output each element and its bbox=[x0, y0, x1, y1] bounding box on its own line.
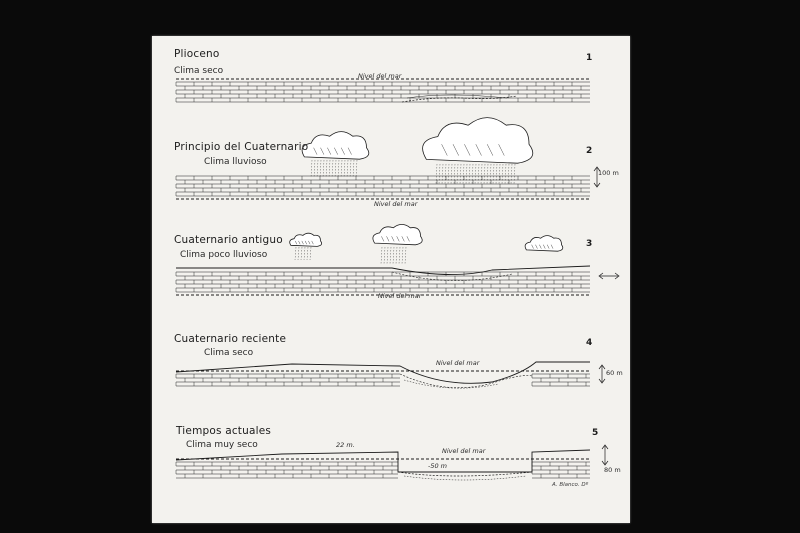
panel-2-title: Principio del Cuaternario bbox=[174, 141, 309, 153]
panel-2-rain-small bbox=[320, 160, 321, 178]
panel-3-rain-2 bbox=[387, 247, 388, 264]
panel-2-rain-small bbox=[344, 160, 345, 178]
panel-2-rain-small bbox=[317, 160, 318, 178]
panel-4-sea-level-label: Nivel del mar bbox=[436, 359, 480, 367]
panel-2-rain-small bbox=[335, 160, 336, 178]
panel-3-rain-1 bbox=[307, 247, 308, 260]
panel-5-depth-below-label: -50 m bbox=[428, 462, 448, 470]
panel-1-sea-level-label: Nivel del mar bbox=[358, 72, 402, 80]
panel-2-rain-large bbox=[469, 164, 470, 184]
panel-2-climate: Clima lluvioso bbox=[204, 157, 267, 167]
diagram-plate bbox=[152, 36, 630, 523]
panel-3-rain-2 bbox=[381, 247, 382, 264]
panel-5-depth-above-label: 22 m. bbox=[336, 441, 355, 449]
panel-1-deposit bbox=[402, 96, 517, 102]
panel-2-rain-small bbox=[356, 160, 357, 178]
panel-2-rain-small bbox=[323, 160, 324, 178]
panel-1-number: 1 bbox=[586, 53, 593, 63]
panel-4-title: Cuaternario reciente bbox=[174, 333, 287, 345]
panel-3-climate: Clima poco lluvioso bbox=[180, 250, 268, 260]
panel-3-rain-2 bbox=[396, 247, 397, 264]
panel-2-rain-small bbox=[347, 160, 348, 178]
panel-3-title: Cuaternario antiguo bbox=[174, 234, 283, 246]
panel-2-rain-large bbox=[457, 164, 458, 184]
panel-3-sea-level-label: Nivel del mar bbox=[378, 292, 422, 300]
panel-4-scale-label: 60 m bbox=[606, 369, 623, 377]
panel-5-sea-level-label: Nivel del mar bbox=[442, 447, 486, 455]
panel-2-rain-small bbox=[353, 160, 354, 178]
panel-2-rain-small bbox=[311, 160, 312, 178]
panel-2-rain-large bbox=[499, 164, 500, 184]
panel-3-cloud-1 bbox=[290, 233, 322, 246]
panel-5-climate: Clima muy seco bbox=[186, 440, 258, 450]
panel-2-rain-large bbox=[487, 164, 488, 184]
panel-1-climate: Clima seco bbox=[174, 66, 224, 76]
panel-3-rain-2 bbox=[390, 247, 391, 264]
panel-2-rain-small bbox=[332, 160, 333, 178]
panel-2-rain-large bbox=[460, 164, 461, 184]
panel-2-rain-small bbox=[329, 160, 330, 178]
panel-1-deposit-2 bbox=[407, 95, 507, 98]
panel-2-rain-small bbox=[314, 160, 315, 178]
panel-2-scale-label: 100 m bbox=[598, 169, 619, 177]
panel-2-rain-small bbox=[350, 160, 351, 178]
panel-5-number: 5 bbox=[592, 428, 599, 438]
panel-5-basin-floor-2 bbox=[404, 476, 526, 480]
panel-2-rain-large bbox=[463, 164, 464, 184]
panel-2-rain-large bbox=[439, 164, 440, 184]
panel-2-sea-level-label: Nivel del mar bbox=[374, 200, 418, 208]
panel-3-number: 3 bbox=[586, 239, 593, 249]
panel-2-rain-large bbox=[478, 164, 479, 184]
panel-2-rain-large bbox=[466, 164, 467, 184]
panel-3-rain-2 bbox=[384, 247, 385, 264]
panel-3-rain-2 bbox=[402, 247, 403, 264]
panel-2-rain-large bbox=[484, 164, 485, 184]
panel-4-climate: Clima seco bbox=[204, 348, 254, 358]
panel-5-title: Tiempos actuales bbox=[176, 425, 272, 437]
panel-2-rain-small bbox=[338, 160, 339, 178]
panel-2-rain-small bbox=[326, 160, 327, 178]
panel-3-rain-2 bbox=[405, 247, 406, 264]
panel-2-rain-large bbox=[445, 164, 446, 184]
panel-2-rain-large bbox=[502, 164, 503, 184]
panel-2-rain-large bbox=[496, 164, 497, 184]
panel-2-rain-large bbox=[514, 164, 515, 184]
panel-3-cloud-3 bbox=[525, 236, 563, 252]
panel-2-rain-large bbox=[493, 164, 494, 184]
signature: A. Blanco. Dº bbox=[552, 482, 589, 488]
panel-2-cloud-small bbox=[302, 132, 369, 160]
panel-4-valley-fill bbox=[400, 374, 532, 388]
panel-2-rain-large bbox=[451, 164, 452, 184]
panel-2-rain-large bbox=[442, 164, 443, 184]
panel-5-scale-label: 80 m bbox=[604, 466, 621, 474]
panel-3-rain-1 bbox=[295, 247, 296, 260]
panel-3-rain-1 bbox=[298, 247, 299, 260]
panel-2-rain-large bbox=[475, 164, 476, 184]
panel-3-rain-2 bbox=[393, 247, 394, 264]
panel-2-rain-small bbox=[341, 160, 342, 178]
panel-3-rain-1 bbox=[304, 247, 305, 260]
panel-2-rain-large bbox=[481, 164, 482, 184]
panel-2-cloud-large bbox=[423, 118, 533, 164]
panel-2-rain-large bbox=[505, 164, 506, 184]
panel-4-number: 4 bbox=[586, 338, 593, 348]
panel-2-rain-large bbox=[448, 164, 449, 184]
panel-3-cloud-2 bbox=[373, 224, 422, 244]
panel-5-basin-floor bbox=[398, 472, 532, 476]
panel-3-rain-1 bbox=[301, 247, 302, 260]
panel-2-number: 2 bbox=[586, 146, 593, 156]
panel-2-rain-large bbox=[511, 164, 512, 184]
panel-3-rain-1 bbox=[310, 247, 311, 260]
panel-3-rain-2 bbox=[399, 247, 400, 264]
panel-1-title: Plioceno bbox=[174, 48, 220, 60]
panel-3-surface bbox=[176, 266, 590, 275]
